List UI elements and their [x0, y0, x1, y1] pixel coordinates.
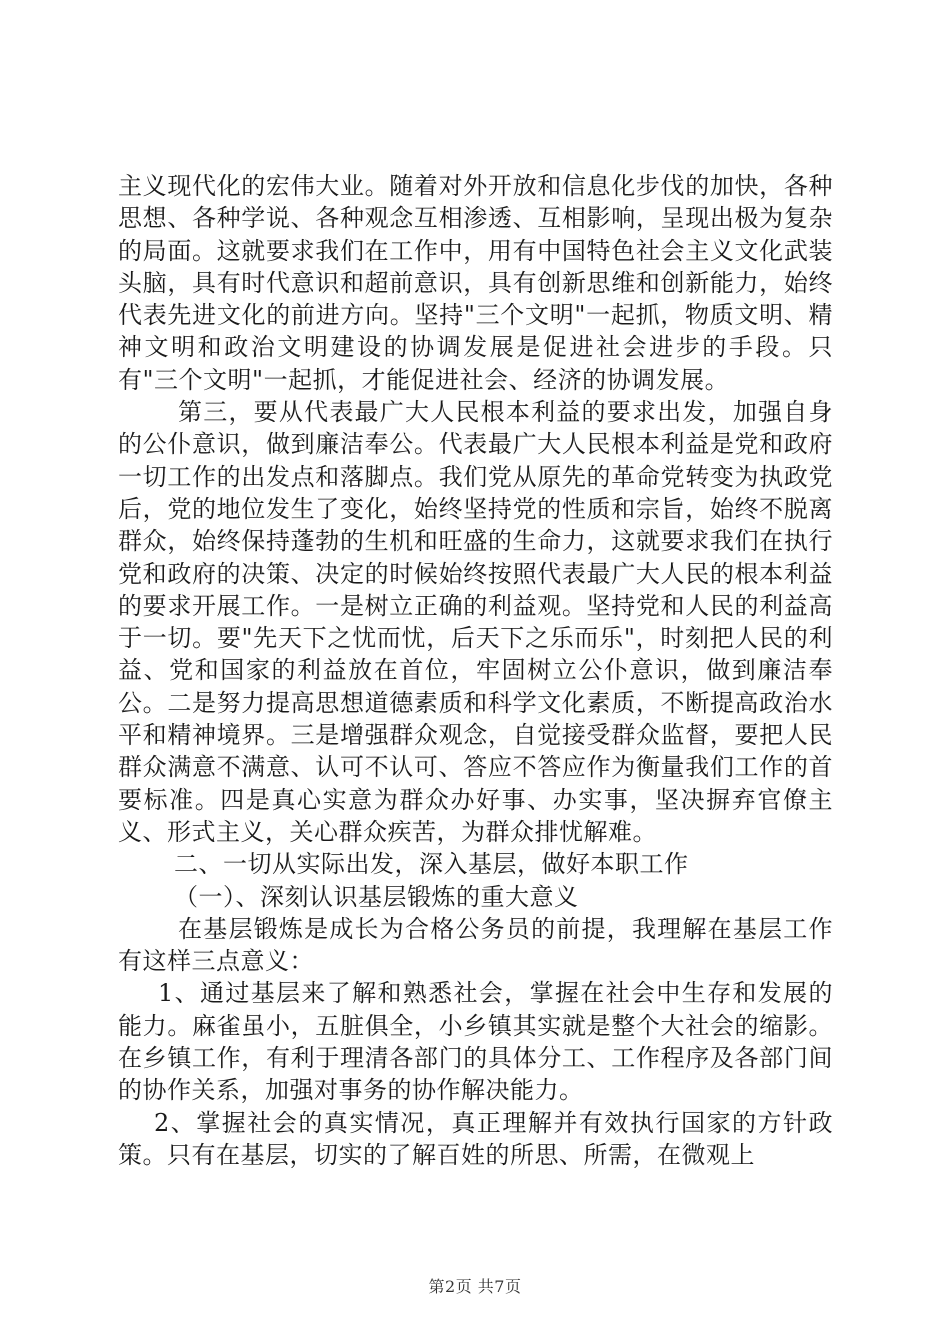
document-body — [118, 170, 833, 1171]
paragraph-point-one: 1、通过基层来了解和熟悉社会，掌握在社会中生存和发展的能力。麻雀虽小，五脏俱全，小乡镇其实就是整个大社会的缩影。在乡镇工作，有利于理清各部门的具体分工、工作程序及各部门间的协作关系，加强对事务的协作解决能力。 — [118, 979, 833, 1105]
paragraph-point-two: 2、掌握社会的真实情况，真正理解并有效执行国家的方针政策。只有在基层，切实的了解百姓的所思、所需，在微观上 — [118, 1108, 833, 1169]
paragraph-continuation: 主义现代化的宏伟大业。随着对外开放和信息化步伐的加快，各种思想、各种学说、各种观念互相渗透、互相影响，呈现出极为复杂的局面。这就要求我们在工作中，用有中国特色社会主义文化武装头脑，具有时代意识和超前意识，具有创新思维和创新能力，始终代表先进文化的前进方向。坚持"三个文明"一起抓，物质文明、精神文明和政治文明建设的协调发展是促进社会进步的手段。只有"三个文明"一起抓，才能促进社会、经济的协调发展。 — [118, 172, 833, 394]
subsection-heading-one: （一）、深刻认识基层锻炼的重大意义 — [174, 882, 579, 911]
section-heading-two: 二、一切从实际出发，深入基层，做好本职工作 — [174, 850, 689, 879]
paragraph-intro-significance: 在基层锻炼是成长为合格公务员的前提，我理解在基层工作有这样三点意义： — [118, 914, 833, 976]
page-footer: 第2页 共7页 — [428, 1277, 522, 1296]
paragraph-third-point: 第三，要从代表最广大人民根本利益的要求出发，加强自身的公仆意识，做到廉洁奉公。代表最广大人民根本利益是党和政府一切工作的出发点和落脚点。我们党从原先的革命党转变为执政党后，党的地位发生了变化，始终坚持党的性质和宗旨，始终不脱离群众，始终保持蓬勃的生机和旺盛的生命力，这就要求我们在执行党和政府的决策、决定的时候始终按照代表最广大人民的根本利益的要求开展工作。一是树立正确的利益观。坚持党和人民的利益高于一切。要"先天下之忧而忧，后天下之乐而乐"，时刻把人民的利益、党和国家的利益放在首位，牢固树立公仆意识，做到廉洁奉公。二是努力提高思想道德素质和科学文化素质，不断提高政治水平和精神境界。三是增强群众观念，自觉接受群众监督，要把人民群众满意不满意、认可不认可、答应不答应作为衡量我们工作的首要标准。四是真心实意为群众办好事、办实事，坚决摒弃官僚主义、形式主义，关心群众疾苦，为群众排忧解难。 — [118, 398, 833, 846]
